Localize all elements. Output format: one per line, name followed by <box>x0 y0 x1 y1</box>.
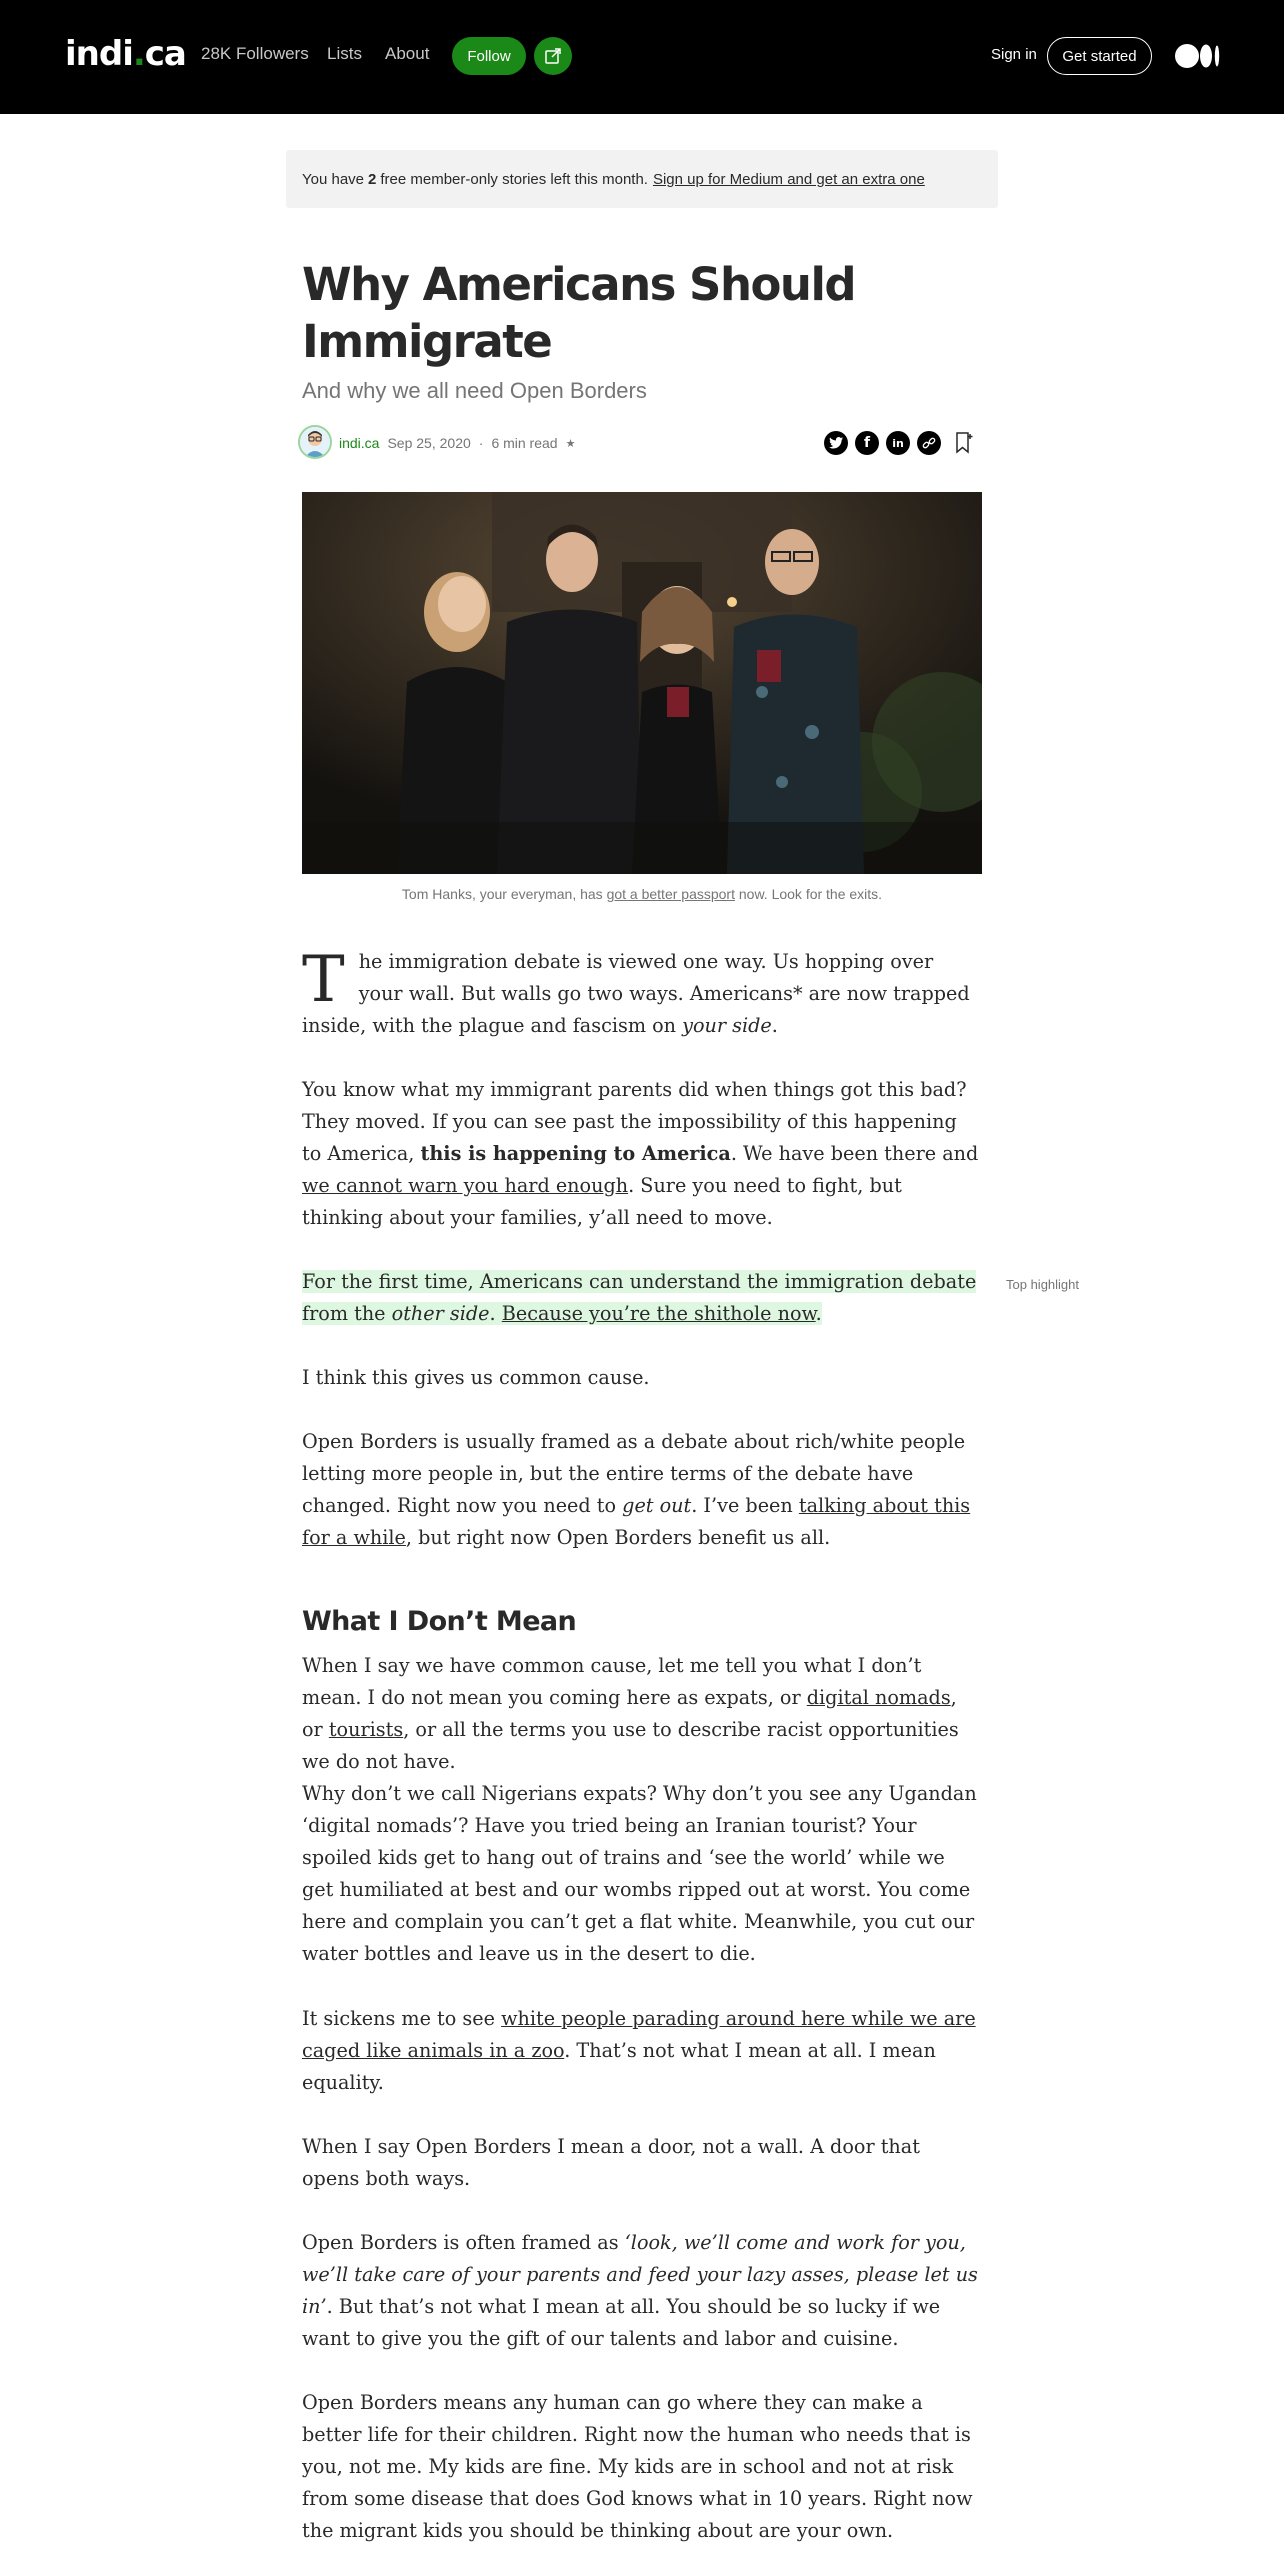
get-started-button[interactable]: Get started <box>1047 37 1152 75</box>
banner-count: 2 <box>368 170 377 188</box>
publish-date: Sep 25, 2020 <box>387 435 471 451</box>
facebook-icon: f <box>863 435 871 451</box>
subscribe-email-button[interactable] <box>534 37 572 75</box>
top-highlight-label: Top highlight <box>1006 1277 1079 1292</box>
follow-button[interactable]: Follow <box>452 37 526 75</box>
caption-link[interactable]: got a better passport <box>606 886 735 902</box>
share-facebook-button[interactable] <box>855 431 879 455</box>
copy-link-button[interactable] <box>917 431 941 455</box>
paragraph: Open Borders means any human can go where they can make a better life for their children. Right now the human who needs that is you, not me. My kids are fine. My kids are in school and not at risk from some disease that does God knows what in 10 years. Right now the migrant kids you should be thinking about are your own. <box>302 2391 973 2542</box>
inline-link[interactable]: we cannot warn you hard enough <box>302 1174 629 1197</box>
top-navigation-bar <box>0 0 1284 114</box>
caption-text: Tom Hanks, your everyman, has <box>401 886 603 902</box>
external-link-icon <box>544 47 562 65</box>
image-caption <box>302 886 982 902</box>
banner-text: You have <box>302 170 365 188</box>
inline-link[interactable]: tourists <box>328 1718 404 1741</box>
banner-text: free member-only stories left this month. <box>380 170 648 188</box>
hero-image <box>302 492 982 874</box>
caption-text: now. Look for the exits. <box>738 886 883 902</box>
paragraph: When I say Open Borders I mean a door, not a wall. A door that opens both ways. <box>302 2135 920 2190</box>
bookmark-icon[interactable] <box>954 431 974 455</box>
link-icon <box>922 436 936 450</box>
medium-logo-icon[interactable] <box>1175 42 1221 70</box>
author-name-link[interactable]: indi.ca <box>339 435 380 451</box>
about-link[interactable]: About <box>385 44 430 63</box>
paragraph: Why don’t we call Nigerians expats? Why don’t you see any Ugandan ‘digital nomads’? Have you tried being an Iranian tourist? Your spoiled kids get to hang out of trains and ‘see the world’ while we get humiliated at best and our wombs ripped out at worst. You come here and complain you can’t get a flat white. Meanwhile, you cut our water bottles and leave us in the desert to die. <box>302 1782 977 1965</box>
article-subtitle: And why we all need Open Borders <box>302 378 647 403</box>
share-linkedin-button[interactable] <box>886 431 910 455</box>
sign-in-link[interactable]: Sign in <box>991 46 1037 63</box>
signup-link[interactable]: Sign up for Medium and get an extra one <box>652 170 925 188</box>
lists-link[interactable]: Lists <box>327 44 362 63</box>
member-stories-banner <box>286 150 998 208</box>
article-meta <box>339 435 575 451</box>
member-star-icon: ★ <box>565 437 576 450</box>
drop-cap: T <box>302 943 345 1017</box>
section-heading: What I Don’t Mean <box>302 1606 577 1637</box>
highlighted-paragraph: For the first time, Americans can understand the immigration debate from the other side. Because you’re the shithole now. <box>302 1270 977 1325</box>
paragraph: Open Borders is usually framed as a debate about rich/white people letting more people in, but the entire terms of the debate have changed. Right now you need to get out. I’ve been talking about this for a while, but right now Open Borders benefit us all. <box>302 1430 971 1549</box>
paragraph: When I say we have common cause, let me tell you what I don’t mean. I do not mean you coming here as expats, or digital nomads, or tourists, or all the terms you use to describe racist opportunities we do not have. <box>302 1654 959 1773</box>
meta-separator: · <box>478 435 484 451</box>
share-twitter-button[interactable] <box>824 431 848 455</box>
article-title: Why Americans Should Immigrate <box>302 258 856 368</box>
linkedin-icon: in <box>892 436 904 450</box>
followers-link[interactable]: 28K Followers <box>201 44 309 63</box>
paragraph: You know what my immigrant parents did when things got this bad? They moved. If you can see past the impossibility of this happening to America, this is happening to America. We have been there and we cannot warn you hard enough. Sure you need to fight, but thinking about your families, y’all need to move. <box>302 1078 979 1229</box>
inline-link[interactable]: white people parading around here while we are caged like animals in a zoo <box>302 2007 976 2062</box>
read-time: 6 min read <box>491 435 558 451</box>
inline-link[interactable]: digital nomads <box>806 1686 951 1709</box>
inline-link[interactable]: talking about this for a while <box>302 1494 971 1549</box>
paragraph: It sickens me to see white people parading around here while we are caged like animals in a zoo. That’s not what I mean at all. I mean equality. <box>302 2007 976 2094</box>
paragraph: The immigration debate is viewed one way. Us hopping over your wall. But walls go two ways. Americans* are now trapped inside, with the plague and fascism on your side. <box>302 943 970 1037</box>
twitter-icon <box>829 437 843 449</box>
inline-link[interactable]: Because you’re the shithole now <box>501 1302 816 1325</box>
publication-logo[interactable]: indi.ca <box>65 34 186 74</box>
author-avatar[interactable] <box>298 425 332 459</box>
paragraph: Open Borders is often framed as ‘look, we’ll come and work for you, we’ll take care of your parents and feed your lazy asses, please let us in’. But that’s not what I mean at all. You should be so lucky if we want to give you the gift of our talents and labor and cuisine. <box>302 2231 978 2350</box>
paragraph: I think this gives us common cause. <box>302 1366 650 1389</box>
